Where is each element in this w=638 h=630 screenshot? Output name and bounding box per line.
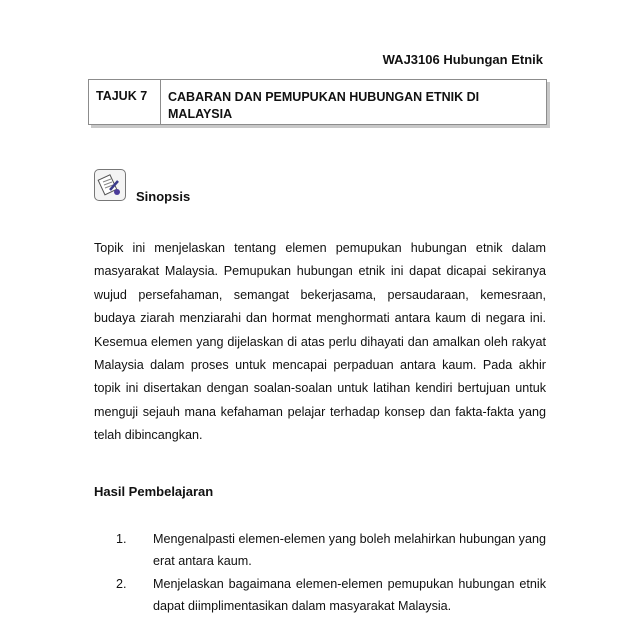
list-item-number: 2. — [116, 577, 127, 591]
list-item-text: Mengenalpasti elemen-elemen yang boleh melahirkan hubungan yang erat antara kaum. — [153, 532, 546, 568]
outcomes-list — [94, 528, 546, 618]
topic-table — [88, 79, 547, 125]
topic-label: TAJUK 7 — [89, 80, 161, 124]
list-item-number: 1. — [116, 532, 127, 546]
document-icon — [94, 169, 126, 201]
course-header: WAJ3106 Hubungan Etnik — [382, 52, 543, 67]
list-item — [94, 528, 546, 572]
synopsis-heading: Sinopsis — [136, 189, 191, 204]
list-item-text: Menjelaskan bagaimana elemen-elemen pemupukan hubungan etnik dapat diimplimentasikan dalam masyarakat Malaysia. — [153, 577, 546, 613]
outcomes-heading: Hasil Pembelajaran — [94, 484, 214, 499]
synopsis-paragraph: Topik ini menjelaskan tentang elemen pemupukan hubungan etnik dalam masyarakat Malaysia. Pemupukan hubungan etnik ini dapat dicapai sekiranya wujud persefahaman, semangat bekerjasama, persaudaraan, kemesraan, budaya ziarah menziarahi dan hormat menghormati antara kaum di negara ini. Kesemua elemen yang dijelaskan di atas perlu dihayati dan amalkan oleh rakyat Malaysia dalam proses untuk mencapai perpaduan antara kaum. Pada akhir topik ini disertakan dengan soalan-soalan untuk latihan kendiri bertujuan untuk menguji sejauh mana kefahaman pelajar terhadap konsep dan fakta-fakta yang telah dibincangkan. — [94, 241, 546, 443]
list-item — [94, 573, 546, 617]
topic-title: CABARAN DAN PEMUPUKAN HUBUNGAN ETNIK DI MALAYSIA — [168, 90, 480, 121]
